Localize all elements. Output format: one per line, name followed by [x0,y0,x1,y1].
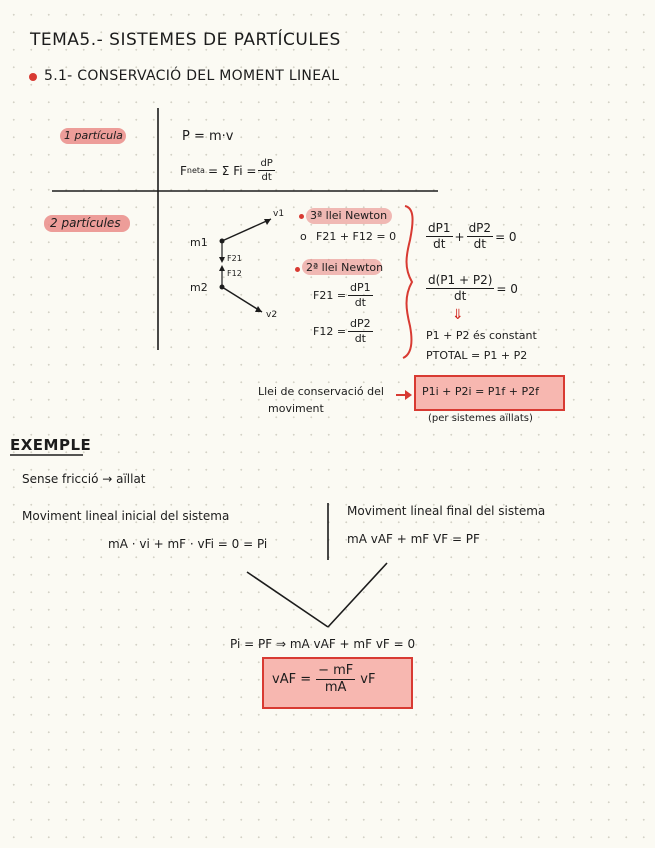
conservation-law-line-2: moviment [268,402,324,415]
one-particle-label: 1 partícula [64,129,123,142]
total-num: d(P1 + P2) [426,274,494,289]
mass-1-label: m1 [190,236,208,249]
force-12-num: dP2 [348,318,373,332]
result-lhs: vAF = [272,672,312,688]
total-derivative-equation [424,274,518,303]
two-particles-label: 2 partícules [50,216,121,230]
conservation-equation: P1i + P2i = P1f + P2f [422,385,540,398]
second-law-bullet [295,267,300,272]
constant-statement: P1 + P2 és constant [426,329,537,342]
force-21-num: dP1 [348,282,373,296]
sum-den-2: dt [473,237,486,252]
total-fraction [426,274,494,303]
force-12-den: dt [354,332,366,346]
third-law-bullet-open: o [300,230,307,243]
sum-fraction-2 [467,222,494,251]
conservation-law-line-1: Llei de conservació del [258,385,384,398]
second-law-title: 2ª llei Newton [306,261,384,274]
section-title: 5.1- CONSERVACIÓ DEL MOMENT LINEAL [44,68,340,84]
velocity-1-label: v1 [273,209,285,219]
initial-motion-equation: mA · vi + mF · vFi = 0 = Pi [108,537,268,551]
implies-arrow: ⇓ [452,307,464,323]
net-force-fraction [258,158,274,183]
example-condition: Sense fricció → aïllat [22,472,146,486]
mass-2-label: m2 [190,281,208,294]
sum-den-1: dt [433,237,446,252]
force-12-equation [313,318,375,345]
net-force-sum: = Σ Fi = [207,163,257,178]
force-21-label: F21 [227,254,242,263]
example-title: EXEMPLE [10,436,92,454]
third-law-title: 3ª llei Newton [310,209,388,222]
result-den: mA [324,680,347,696]
force-21-equation [313,282,375,309]
total-momentum-definition: PTOTAL = P1 + P2 [426,349,528,362]
third-law-equation: F21 + F12 = 0 [316,230,397,243]
total-rhs: = 0 [496,281,518,296]
net-force-den: dt [261,172,272,183]
isolated-systems-note: (per sistemes aïllats) [428,413,533,424]
force-21-lhs: F21 = [313,289,347,303]
net-force-equation [180,158,277,183]
sum-num-1: dP1 [426,222,453,237]
result-fraction [316,664,355,696]
topic-title: TEMA5.- SISTEMES DE PARTÍCULES [30,30,341,50]
velocity-2-label: v2 [266,310,278,320]
force-12-fraction [348,318,373,345]
sum-derivative-equation [424,222,517,251]
initial-motion-title: Moviment lineal inicial del sistema [22,509,230,523]
combined-equation: Pi = PF ⇒ mA vAF + mF vF = 0 [230,637,416,651]
sum-fraction-1 [426,222,453,251]
force-21-den: dt [354,296,366,310]
result-equation [272,664,375,696]
final-motion-title: Moviment lineal final del sistema [347,504,546,518]
net-force-subscript: neta [186,165,205,175]
result-num: − mF [316,664,355,680]
momentum-eq-text: P = m·v [182,129,234,144]
force-12-lhs: F12 = [313,325,347,339]
force-12-label: F12 [227,269,242,278]
plus-sign: + [454,229,465,244]
force-21-fraction [348,282,373,309]
net-force-num: dP [260,158,273,169]
sum-num-2: dP2 [467,222,494,237]
result-rhs: vF [360,672,376,688]
total-den: dt [454,289,467,304]
momentum-equation [182,130,234,143]
third-law-bullet [299,214,304,219]
sum-rhs: = 0 [495,229,517,244]
final-motion-equation: mA vAF + mF VF = PF [347,532,480,546]
net-force-symbol: F [180,163,187,178]
